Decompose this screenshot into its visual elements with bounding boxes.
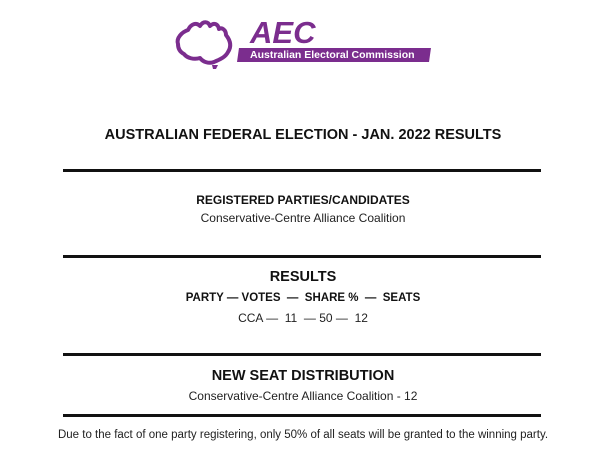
page-title: AUSTRALIAN FEDERAL ELECTION - JAN. 2022 RESULTS <box>104 127 502 143</box>
logo-name: Australian Electoral Commission <box>250 49 415 61</box>
results-header-row: PARTY — VOTES — SHARE % — SEATS <box>185 292 421 304</box>
registered-text: Conservative-Centre Alliance Coalition <box>200 211 406 225</box>
registered-heading: REGISTERED PARTIES/CANDIDATES <box>196 193 410 207</box>
divider <box>63 353 541 356</box>
divider <box>63 169 541 172</box>
logo-acronym: AEC <box>250 15 316 50</box>
australia-map-icon <box>172 18 236 70</box>
aec-logo <box>172 15 432 70</box>
results-heading: RESULTS <box>269 269 337 285</box>
divider <box>63 414 541 417</box>
footnote: Due to the fact of one party registering, only 50% of all seats will be granted to the winning party. <box>57 429 549 441</box>
distribution-text: Conservative-Centre Alliance Coalition - 12 <box>188 389 418 403</box>
results-data-row: CCA — 11 — 50 — 12 <box>238 311 368 325</box>
divider <box>63 255 541 258</box>
distribution-heading: NEW SEAT DISTRIBUTION <box>211 368 395 384</box>
